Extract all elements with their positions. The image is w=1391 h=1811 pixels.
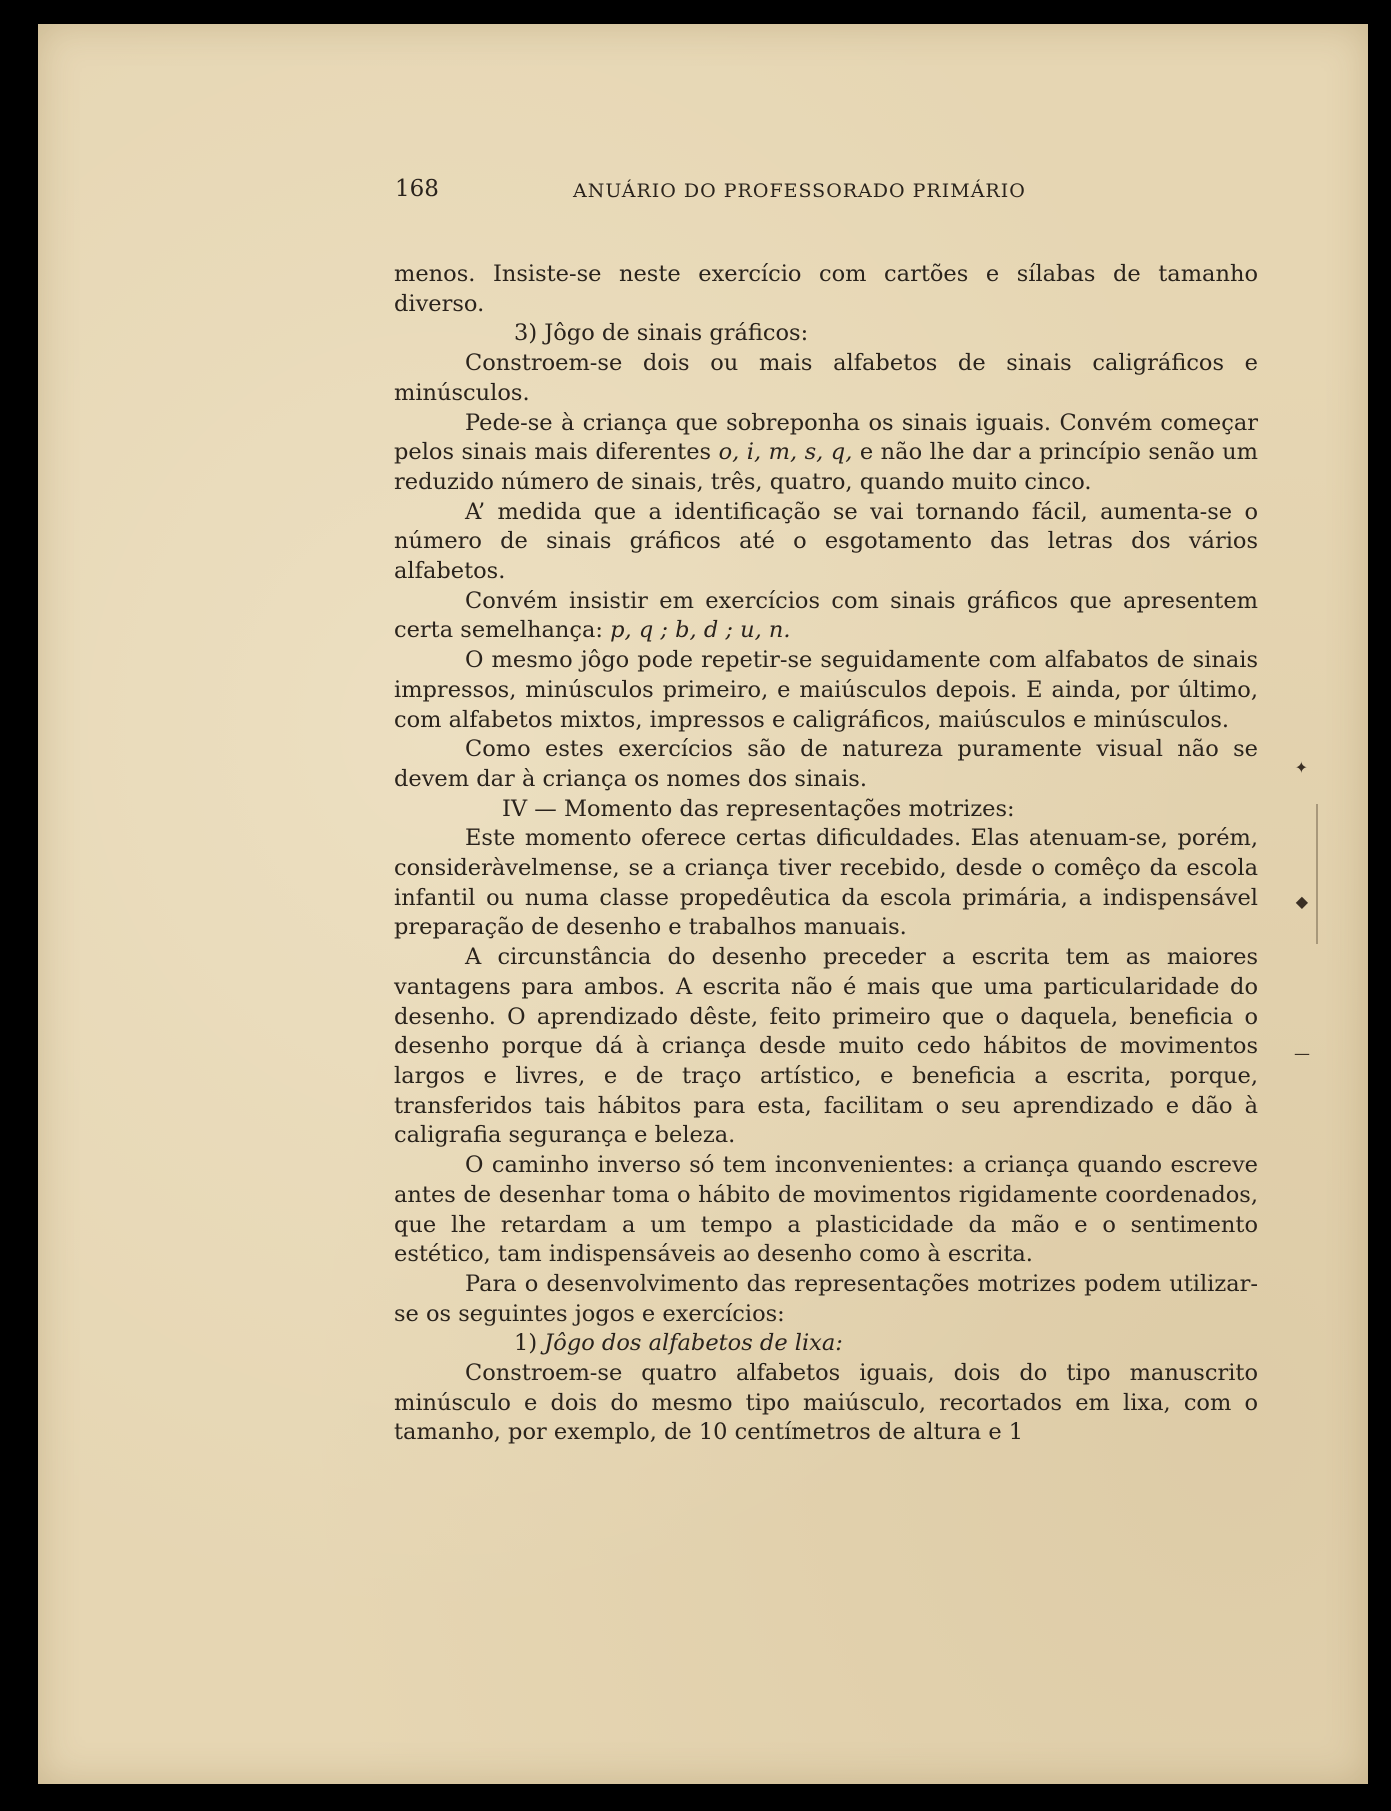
italic-letters: o, i, m, s, q, (718, 439, 853, 466)
paragraph: O caminho inverso só tem inconvenientes: a criança quando escreve antes de desenhar toma o hábito de movimentos rigidamente coordenados, que lhe retardam a um tempo a plasticidade da mão e o sentimento estético, tam indispensáveis ao desenho como à escrita. (394, 1152, 1258, 1268)
list-number: 1) (514, 1330, 538, 1357)
paragraph: Constroem-se quatro alfabetos iguais, dois do tipo manuscrito minúsculo e dois do mesmo tipo maiúsculo, recortados em lixa, com o tamanho, por exemplo, de 10 centímetros de altura e 1 (394, 1360, 1258, 1446)
section-heading-iv: IV — Momento das representações motrizes: (502, 795, 1015, 822)
paragraph-text: e não lhe dar a princípio senão um reduzido número de sinais, três, quatro, quando muito cinco. (394, 439, 1259, 495)
paragraph: Como estes exercícios são de natureza puramente visual não se devem dar à criança os nomes dos sinais. (394, 736, 1258, 792)
italic-letter-pairs: p, q ; b, d ; u, n. (610, 617, 791, 644)
paragraph (394, 587, 1258, 646)
page-number: 168 (395, 176, 439, 202)
paragraph: O mesmo jôgo pode repetir-se seguidamente com alfabatos de sinais impressos, minúsculos primeiro, e maiúsculos depois. E ainda, por último, com alfabetos mixtos, impressos e caligráficos, maiúsculos e minúsculos. (394, 647, 1258, 733)
subheading-jogo-sinais: 3) Jôgo de sinais gráficos: (514, 320, 809, 347)
page-header (38, 176, 1368, 206)
paragraph (394, 409, 1258, 498)
paragraph: A circunstância do desenho preceder a escrita tem as maiores vantagens para ambos. A escrita não é mais que uma particularidade do desenho. O aprendizado dêste, feito primeiro que o daquela, beneficia o desenho porque dá à criança desde muito cedo hábitos de movimentos largos e livres, e de traço artístico, e beneficia a escrita, porque, transferidos tais hábitos para esta, facilitam o seu aprendizado e dão à caligrafia segurança e beleza. (394, 944, 1258, 1149)
running-title: ANUÁRIO DO PROFESSORADO PRIMÁRIO (573, 180, 1026, 202)
margin-mark-icon: — (1294, 1044, 1310, 1063)
paragraph: Para o desenvolvimento das representações motrizes podem utilizar-se os seguintes jogos e exercícios: (394, 1270, 1258, 1327)
margin-mark-icon: ◆ (1295, 892, 1308, 911)
paragraph-continuation: menos. Insiste-se neste exercício com cartões e sílabas de tamanho diverso. (394, 261, 1258, 317)
margin-mark-icon: ✦ (1294, 758, 1308, 777)
subheading-title: Jôgo dos alfabetos de lixa: (544, 1330, 843, 1357)
page-paper (38, 24, 1368, 1784)
paragraph: Constroem-se dois ou mais alfabetos de sinais caligráficos e minúsculos. (394, 350, 1258, 406)
paragraph: A’ medida que a identificação se vai tornando fácil, aumenta-se o número de sinais gráficos até o esgotamento das letras dos vários alfabetos. (394, 498, 1258, 585)
paragraph: Este momento oferece certas dificuldades. Elas atenuam-se, porém, consideràvelmense, se a criança tiver recebido, desde o comêço da escola infantil ou numa classe propedêutica da escola primária, a indispensável preparação de desenho e trabalhos manuais. (394, 825, 1258, 941)
paragraph-text: Pede-se à criança que sobreponha os sinais iguais. Convém começar pelos sinais mais diferentes (394, 409, 1258, 466)
body-text (394, 260, 1258, 1448)
page-edge-shadow (1316, 804, 1318, 944)
subheading-jogo-lixa (394, 1329, 1258, 1359)
paragraph-text: Convém insistir em exercícios com sinais gráficos que apresentem certa semelhança: (394, 587, 1258, 644)
